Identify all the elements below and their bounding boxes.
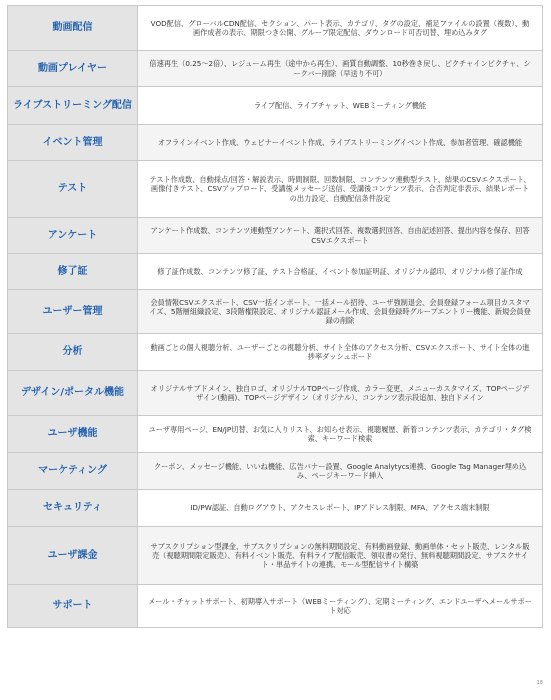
category-label: ユーザー管理 xyxy=(8,290,138,334)
category-label: 分析 xyxy=(8,334,138,371)
table-row xyxy=(8,490,543,527)
table-row xyxy=(8,290,543,334)
category-label: マーケティング xyxy=(8,453,138,490)
feature-description: クーポン、メッセージ機能、いいね機能、広告バナー設置、Google Analytycs連携、Google Tag Manager埋め込み、ページキーワード挿入 xyxy=(138,453,543,490)
table-row xyxy=(8,585,543,628)
table-row xyxy=(8,371,543,416)
feature-description: ユーザ専用ページ、EN/JP切替、お気に入りリスト、お知らせ表示、視聴履歴、新着コンテンツ表示、カテゴリ・タグ検索、キーワード検索 xyxy=(138,416,543,453)
category-label: 動画プレイヤー xyxy=(8,51,138,87)
category-label: セキュリティ xyxy=(8,490,138,527)
category-label: 動画配信 xyxy=(8,6,138,51)
category-label: ユーザ機能 xyxy=(8,416,138,453)
table-row xyxy=(8,87,543,125)
table-row xyxy=(8,51,543,87)
feature-description: アンケート作成数、コンテンツ連動型アンケート、選択式回答、複数選択回答、自由記述回答、提出内容を保存、回答CSVエクスポート xyxy=(138,218,543,254)
page-number: 18 xyxy=(536,680,543,686)
feature-description: 動画ごとの個人視聴分析、ユーザーごとの視聴分析、サイト全体のアクセス分析、CSVエクスポート、サイト全体の進捗率ダッシュボード xyxy=(138,334,543,371)
feature-description: メール・チャットサポート、初期導入サポート（WEBミーティング）、定期ミーティング、エンドユーザへメールサポート対応 xyxy=(138,585,543,628)
table-row xyxy=(8,125,543,161)
feature-description: VOD配信、グローバルCDN配信、セクション、パート表示、カテゴリ、タグの設定、補足ファイルの設置（複数）、動画作成者の表示、期限つき公開、グループ限定配信、ダウンロード可否切替、埋め込みタグ xyxy=(138,6,543,51)
table-row xyxy=(8,161,543,218)
table-row xyxy=(8,334,543,371)
category-label: デザイン/ポータル機能 xyxy=(8,371,138,416)
category-label: サポート xyxy=(8,585,138,628)
table-row xyxy=(8,254,543,290)
table-row xyxy=(8,527,543,585)
feature-description: 会員情報CSVエクスポート、CSV一括インポート、一括メール招待、ユーザ強制退会、会員登録フォーム項目カスタマイズ、5階層組織設定、3段階権限設定、オリジナル認証メール作成、会員登録時グループエントリー機能、新規会員登録の削除 xyxy=(138,290,543,334)
category-label: ユーザ課金 xyxy=(8,527,138,585)
feature-description: ライブ配信、ライブチャット、WEBミーティング機能 xyxy=(138,87,543,125)
feature-description: 修了証作成数、コンテンツ修了証、テスト合格証、イベント参加証明証、オリジナル認印、オリジナル修了証作成 xyxy=(138,254,543,290)
feature-description: オリジナルサブドメイン、独自ロゴ、オリジナルTOPページ作成、カラー変更、メニューカスタマイズ、TOPページデザイン(動画)、TOPページデザイン（オリジナル）、コンテンツ表示段追加、独自ドメイン xyxy=(138,371,543,416)
category-label: 修了証 xyxy=(8,254,138,290)
category-label: テスト xyxy=(8,161,138,218)
table-row xyxy=(8,416,543,453)
feature-description: サブスクリプション型課金、サブスクリプションの無料期間設定、有料動画登録、動画単体・セット販売、レンタル販売（視聴期間限定販売）、有料イベント販売、有料ライブ配信販売、領収書の発行、無料視聴期間設定、サブスクサイト・単品サイトの連携、モール型配信サイト構築 xyxy=(138,527,543,585)
table-row xyxy=(8,453,543,490)
feature-table xyxy=(7,5,543,628)
feature-description: 倍速再生（0.25〜2倍）、レジューム再生（途中から再生）、画質自動調整、10秒巻き戻し、ピクチャインピクチャ、シークバー削除（早送り不可） xyxy=(138,51,543,87)
feature-description: テスト作成数、自動採点/回答・解説表示、時間制限、回数制限、コンテンツ連動型テスト、結果のCSVエクスポート、画像付きテスト、CSVアップロード、受講後メッセージ送信、受講後コンテンツ表示、合否判定非表示、結果レポートの出力設定、自動配信条件設定 xyxy=(138,161,543,218)
table-row xyxy=(8,218,543,254)
feature-description: ID/PW認証、自動ログアウト、アクセスレポート、IPアドレス制限、MFA、アクセス端末制限 xyxy=(138,490,543,527)
category-label: ライブストリーミング配信 xyxy=(8,87,138,125)
feature-description: オフラインイベント作成、ウェビナーイベント作成、ライブストリーミングイベント作成、参加者管理、確認機能 xyxy=(138,125,543,161)
category-label: アンケート xyxy=(8,218,138,254)
table-row xyxy=(8,6,543,51)
category-label: イベント管理 xyxy=(8,125,138,161)
